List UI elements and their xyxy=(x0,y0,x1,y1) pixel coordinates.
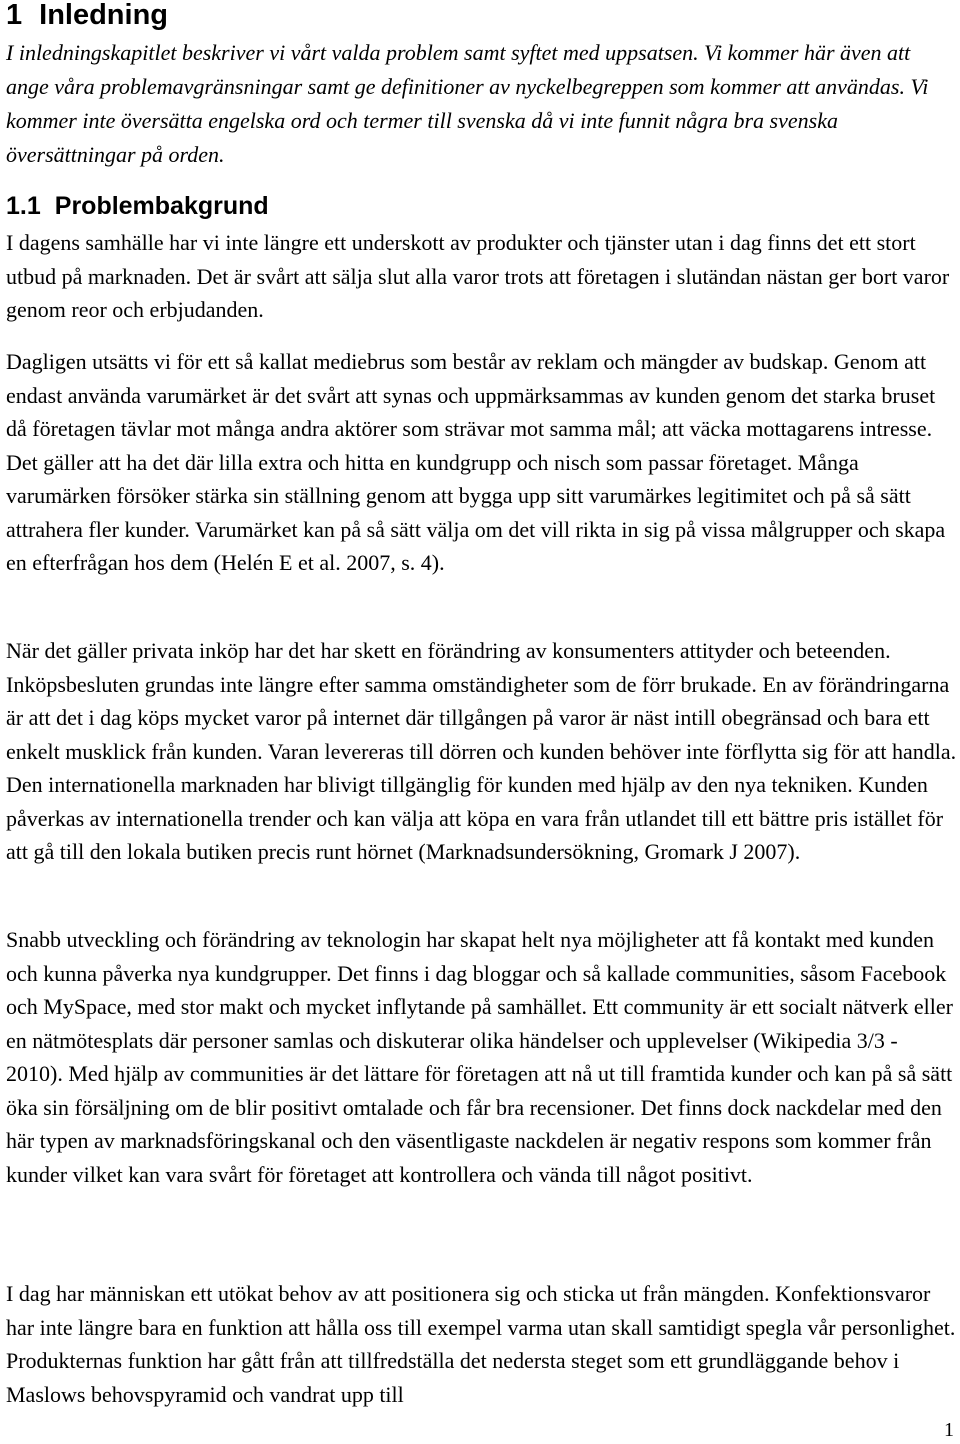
section-number: 1.1 xyxy=(6,192,41,220)
body-paragraph-1: I dagens samhälle har vi inte längre ett underskott av produkter och tjänster utan i dag finns det ett stort utbud på marknaden. Det är svårt att sälja slut alla varor trots att företagen i slutändan nästan ger bort varor genom reor och erbjudanden. xyxy=(6,230,950,322)
chapter-number: 1 xyxy=(6,0,23,31)
body-paragraph-3: När det gäller privata inköp har det har skett en förändring av konsumenters attityder och beteenden. Inköpsbesluten grundas inte längre efter samma omständigheter som de förr brukade. En av förändringarna är att det i dag köps mycket varor på internet där tillgången på varor är näst intill obegränsad och bara ett enkelt musklick från kunden. Varan levereras till dörren och kunden behöver inte förflytta sig för att handla. Den internationella marknaden har blivigt tillgänglig för kunden med hjälp av den nya tekniken. Kunden påverkas av internationella trender och kan välja att köpa en vara från utlandet till ett bättre pris istället för att gå till den lokala butiken precis runt hörnet (Marknadsundersökning, Gromark J 2007). xyxy=(6,638,957,864)
intro-paragraph: I inledningskapitlet beskriver vi vårt valda problem samt syftet med uppsatsen. Vi kommer här även att ange våra problemavgränsningar samt ge definitioner av nyckelbegreppen som kommer att användas. Vi kommer inte översätta engelska ord och termer till svenska då vi inte funnit några bra svenska översättningar på orden. xyxy=(6,40,929,167)
body-paragraph-2: Dagligen utsätts vi för ett så kallat mediebrus som består av reklam och mängder av budskap. Genom att endast använda varumärket är det svårt att synas och uppmärksammas av kunden genom det starka bruset då företagen tävlar mot många andra aktörer som strävar mot samma mål; att väcka mottagarens intresse. Det gäller att ha det där lilla extra och hitta en kundgrupp och nisch som passar företaget. Många varumärken försöker stärka sin ställning genom att bygga upp sitt varumärkes legitimitet och på så sätt attrahera fler kunder. Varumärket kan på så sätt välja om det vill rikta in sig på vissa målgrupper och skapa en efterfrågan hos dem (Helén E et al. 2007, s. 4). xyxy=(6,349,946,575)
section-title: Problembakgrund xyxy=(54,192,269,220)
section-heading xyxy=(6,190,269,222)
chapter-heading xyxy=(6,0,168,32)
body-paragraph-5: I dag har människan ett utökat behov av att positionera sig och sticka ut från mängden. Konfektionsvaror har inte längre bara en funktion att hålla oss till exempel varma utan skall samtidigt spegla vår personlighet. Produkternas funktion har gått från att tillfredställa det nedersta steget som ett grundläggande behov i Maslows behovspyramid och vandrat upp till xyxy=(6,1281,956,1407)
page-number: 1 xyxy=(944,1419,954,1441)
chapter-title: Inledning xyxy=(39,0,169,31)
body-paragraph-4: Snabb utveckling och förändring av teknologin har skapat helt nya möjligheter att få kontakt med kunden och kunna påverka nya kundgrupper. Det finns i dag bloggar och så kallade communities, såsom Facebook och MySpace, med stor makt och mycket inflytande på samhället. Ett community är ett socialt nätverk eller en nätmötesplats där personer samlas och diskuterar olika händelser och upplevelser (Wikipedia 3/3 - 2010). Med hjälp av communities är det lättare för företagen att nå ut till framtida kunder och kan på så sätt öka sin försäljning om de blir positivt omtalade och får bra recensioner. Det finns dock nackdelar med den här typen av marknadsföringskanal och den väsentligaste nackdelen är negativ respons som kommer från kunder vilket kan vara svårt för företaget att kontrollera och vända till något positivt. xyxy=(6,927,953,1187)
